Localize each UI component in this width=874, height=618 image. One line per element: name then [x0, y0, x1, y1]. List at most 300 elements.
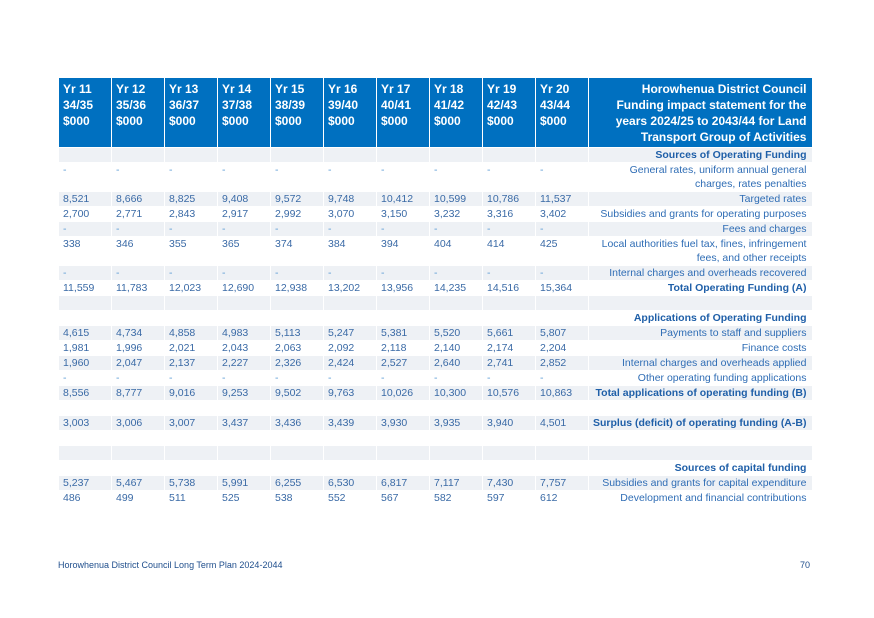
value-cell	[483, 296, 536, 311]
value-cell: 3,003	[59, 416, 112, 431]
value-cell	[536, 431, 589, 446]
value-cell: -	[536, 266, 589, 281]
year-header-yr: Yr 17	[381, 82, 411, 96]
table-row	[59, 446, 813, 461]
value-cell: -	[536, 163, 589, 192]
value-cell: 404	[430, 237, 483, 266]
value-cell: -	[377, 222, 430, 237]
statement-title-line: Horowhenua District Council	[641, 82, 807, 96]
value-cell: 4,858	[165, 326, 218, 341]
value-cell: -	[430, 222, 483, 237]
year-column-header	[271, 78, 324, 148]
value-cell	[324, 311, 377, 326]
value-cell	[218, 148, 271, 163]
row-label: Sources of capital funding	[589, 461, 813, 476]
value-cell: 597	[483, 491, 536, 506]
value-cell	[324, 461, 377, 476]
value-cell	[165, 296, 218, 311]
value-cell: 11,537	[536, 192, 589, 207]
value-cell: 4,615	[59, 326, 112, 341]
value-cell	[483, 446, 536, 461]
year-header-yr: Yr 15	[275, 82, 305, 96]
value-cell: 2,118	[377, 341, 430, 356]
value-cell: 499	[112, 491, 165, 506]
value-cell: 3,316	[483, 207, 536, 222]
row-label: Total Operating Funding (A)	[589, 281, 813, 296]
value-cell: 346	[112, 237, 165, 266]
value-cell: 9,748	[324, 192, 377, 207]
footer-document-title: Horowhenua District Council Long Term Plan 2024-2044	[58, 560, 283, 570]
value-cell: -	[324, 266, 377, 281]
value-cell: -	[271, 371, 324, 386]
value-cell	[271, 311, 324, 326]
row-label: Development and financial contributions	[589, 491, 813, 506]
table-row	[59, 192, 813, 207]
value-cell	[112, 401, 165, 416]
row-label: General rates, uniform annual general charges, rates penalties	[589, 163, 813, 192]
table-row	[59, 416, 813, 431]
year-column-header	[324, 78, 377, 148]
value-cell	[483, 461, 536, 476]
value-cell: -	[271, 266, 324, 281]
row-label	[589, 296, 813, 311]
year-header-period: 35/36	[116, 98, 147, 112]
value-cell: 394	[377, 237, 430, 266]
table-row	[59, 163, 813, 192]
value-cell: 9,763	[324, 386, 377, 401]
value-cell: 2,843	[165, 207, 218, 222]
value-cell: 384	[324, 237, 377, 266]
value-cell: 2,771	[112, 207, 165, 222]
value-cell: -	[324, 163, 377, 192]
year-column-header	[218, 78, 271, 148]
value-cell	[430, 148, 483, 163]
value-cell: 374	[271, 237, 324, 266]
value-cell: -	[430, 266, 483, 281]
value-cell: 3,402	[536, 207, 589, 222]
row-label	[589, 431, 813, 446]
value-cell	[483, 148, 536, 163]
year-header-yr: Yr 13	[169, 82, 199, 96]
value-cell: 14,516	[483, 281, 536, 296]
table-row	[59, 341, 813, 356]
value-cell: 567	[377, 491, 430, 506]
value-cell	[324, 148, 377, 163]
value-cell: 7,757	[536, 476, 589, 491]
year-header-unit: $000	[328, 114, 355, 128]
year-column-header	[165, 78, 218, 148]
value-cell: 10,300	[430, 386, 483, 401]
row-label: Payments to staff and suppliers	[589, 326, 813, 341]
value-cell: 425	[536, 237, 589, 266]
value-cell: 10,576	[483, 386, 536, 401]
statement-title-line: years 2024/25 to 2043/44 for Land	[615, 114, 807, 128]
value-cell	[430, 311, 483, 326]
value-cell: 8,777	[112, 386, 165, 401]
value-cell: -	[165, 163, 218, 192]
value-cell	[218, 431, 271, 446]
value-cell: 552	[324, 491, 377, 506]
value-cell: 365	[218, 237, 271, 266]
value-cell	[324, 401, 377, 416]
value-cell: -	[165, 222, 218, 237]
value-cell: 5,467	[112, 476, 165, 491]
value-cell	[112, 431, 165, 446]
value-cell: -	[483, 163, 536, 192]
value-cell	[218, 446, 271, 461]
value-cell: 13,956	[377, 281, 430, 296]
year-header-period: 36/37	[169, 98, 200, 112]
value-cell	[165, 446, 218, 461]
value-cell	[430, 446, 483, 461]
row-label: Local authorities fuel tax, fines, infringement fees, and other receipts	[589, 237, 813, 266]
value-cell	[536, 148, 589, 163]
value-cell: 2,227	[218, 356, 271, 371]
value-cell	[536, 296, 589, 311]
value-cell: 5,520	[430, 326, 483, 341]
row-label: Finance costs	[589, 341, 813, 356]
value-cell	[377, 311, 430, 326]
value-cell: 1,960	[59, 356, 112, 371]
value-cell: 3,940	[483, 416, 536, 431]
value-cell	[483, 401, 536, 416]
year-column-header	[112, 78, 165, 148]
statement-title	[589, 78, 813, 148]
value-cell: 5,381	[377, 326, 430, 341]
value-cell: 11,783	[112, 281, 165, 296]
table-row	[59, 401, 813, 416]
value-cell	[377, 296, 430, 311]
value-cell: 14,235	[430, 281, 483, 296]
value-cell	[59, 446, 112, 461]
value-cell	[218, 296, 271, 311]
value-cell: 338	[59, 237, 112, 266]
value-cell: -	[112, 266, 165, 281]
value-cell: 9,253	[218, 386, 271, 401]
year-header-yr: Yr 19	[487, 82, 517, 96]
row-label: Applications of Operating Funding	[589, 311, 813, 326]
year-column-header	[430, 78, 483, 148]
value-cell: 2,992	[271, 207, 324, 222]
year-header-period: 42/43	[487, 98, 518, 112]
value-cell: 2,424	[324, 356, 377, 371]
value-cell	[218, 461, 271, 476]
table-row	[59, 371, 813, 386]
value-cell: -	[377, 163, 430, 192]
value-cell: 538	[271, 491, 324, 506]
value-cell	[218, 401, 271, 416]
value-cell: 486	[59, 491, 112, 506]
value-cell	[165, 431, 218, 446]
value-cell	[271, 401, 324, 416]
value-cell: 5,738	[165, 476, 218, 491]
statement-title-line: Funding impact statement for the	[616, 98, 807, 112]
value-cell	[112, 446, 165, 461]
value-cell: 355	[165, 237, 218, 266]
value-cell: 5,247	[324, 326, 377, 341]
value-cell: 2,700	[59, 207, 112, 222]
value-cell: 4,734	[112, 326, 165, 341]
value-cell	[483, 431, 536, 446]
value-cell: 5,113	[271, 326, 324, 341]
table-row	[59, 326, 813, 341]
value-cell: 582	[430, 491, 483, 506]
value-cell: 7,117	[430, 476, 483, 491]
table-row	[59, 148, 813, 163]
value-cell: -	[218, 222, 271, 237]
value-cell	[165, 311, 218, 326]
value-cell: 2,137	[165, 356, 218, 371]
table-row	[59, 431, 813, 446]
year-header-unit: $000	[63, 114, 90, 128]
value-cell: 2,174	[483, 341, 536, 356]
value-cell: 2,047	[112, 356, 165, 371]
value-cell: 10,599	[430, 192, 483, 207]
value-cell: 3,935	[430, 416, 483, 431]
value-cell: -	[377, 371, 430, 386]
value-cell	[112, 461, 165, 476]
value-cell	[271, 148, 324, 163]
value-cell: 2,043	[218, 341, 271, 356]
year-header-period: 34/35	[63, 98, 94, 112]
value-cell: -	[59, 163, 112, 192]
value-cell: 8,521	[59, 192, 112, 207]
table-row	[59, 386, 813, 401]
table-body	[59, 148, 813, 506]
value-cell: 2,063	[271, 341, 324, 356]
value-cell: 7,430	[483, 476, 536, 491]
value-cell: 10,863	[536, 386, 589, 401]
year-header-period: 40/41	[381, 98, 412, 112]
funding-impact-table	[58, 77, 813, 506]
value-cell: 1,996	[112, 341, 165, 356]
value-cell: -	[59, 222, 112, 237]
value-cell: -	[483, 371, 536, 386]
value-cell: -	[218, 371, 271, 386]
value-cell: 6,530	[324, 476, 377, 491]
year-header-yr: Yr 16	[328, 82, 358, 96]
value-cell: 8,825	[165, 192, 218, 207]
table-row	[59, 491, 813, 506]
row-label: Targeted rates	[589, 192, 813, 207]
value-cell: -	[218, 163, 271, 192]
value-cell: 11,559	[59, 281, 112, 296]
value-cell: 3,437	[218, 416, 271, 431]
row-label: Internal charges and overheads recovered	[589, 266, 813, 281]
year-header-period: 43/44	[540, 98, 571, 112]
value-cell: 2,640	[430, 356, 483, 371]
table-row	[59, 461, 813, 476]
value-cell	[271, 446, 324, 461]
value-cell	[59, 148, 112, 163]
value-cell: -	[59, 371, 112, 386]
value-cell	[324, 446, 377, 461]
value-cell: 12,023	[165, 281, 218, 296]
year-column-header	[59, 78, 112, 148]
value-cell	[165, 148, 218, 163]
year-header-period: 41/42	[434, 98, 465, 112]
value-cell: 4,501	[536, 416, 589, 431]
year-header-yr: Yr 20	[540, 82, 570, 96]
value-cell	[536, 446, 589, 461]
header-row	[59, 78, 813, 148]
row-label	[589, 401, 813, 416]
year-header-unit: $000	[381, 114, 408, 128]
value-cell	[324, 296, 377, 311]
row-label: Surplus (deficit) of operating funding (A-B)	[589, 416, 813, 431]
value-cell	[430, 401, 483, 416]
value-cell	[483, 311, 536, 326]
value-cell: -	[430, 163, 483, 192]
value-cell: 2,326	[271, 356, 324, 371]
value-cell	[377, 148, 430, 163]
value-cell: 414	[483, 237, 536, 266]
value-cell	[430, 431, 483, 446]
value-cell	[112, 148, 165, 163]
value-cell: 2,092	[324, 341, 377, 356]
year-column-header	[536, 78, 589, 148]
value-cell: -	[112, 163, 165, 192]
value-cell	[377, 461, 430, 476]
value-cell	[112, 311, 165, 326]
value-cell: -	[324, 371, 377, 386]
table-row	[59, 266, 813, 281]
year-column-header	[483, 78, 536, 148]
table-row	[59, 281, 813, 296]
value-cell: 3,070	[324, 207, 377, 222]
value-cell: -	[483, 266, 536, 281]
value-cell: -	[536, 371, 589, 386]
value-cell: 15,364	[536, 281, 589, 296]
value-cell: -	[324, 222, 377, 237]
row-label: Internal charges and overheads applied	[589, 356, 813, 371]
value-cell: 8,556	[59, 386, 112, 401]
value-cell: 3,007	[165, 416, 218, 431]
value-cell	[536, 461, 589, 476]
value-cell	[59, 461, 112, 476]
year-header-unit: $000	[222, 114, 249, 128]
value-cell	[271, 431, 324, 446]
row-label: Total applications of operating funding (B)	[589, 386, 813, 401]
row-label: Subsidies and grants for capital expenditure	[589, 476, 813, 491]
table-row	[59, 222, 813, 237]
value-cell: 12,690	[218, 281, 271, 296]
value-cell	[59, 311, 112, 326]
value-cell: 9,572	[271, 192, 324, 207]
row-label: Fees and charges	[589, 222, 813, 237]
value-cell: 2,527	[377, 356, 430, 371]
value-cell: -	[377, 266, 430, 281]
value-cell: 3,232	[430, 207, 483, 222]
value-cell: -	[430, 371, 483, 386]
value-cell: 2,140	[430, 341, 483, 356]
year-header-yr: Yr 11	[63, 82, 92, 96]
value-cell: -	[483, 222, 536, 237]
value-cell: 5,661	[483, 326, 536, 341]
value-cell: 3,439	[324, 416, 377, 431]
value-cell: -	[536, 222, 589, 237]
value-cell: 6,817	[377, 476, 430, 491]
table-row	[59, 296, 813, 311]
year-header-period: 39/40	[328, 98, 359, 112]
value-cell: -	[271, 222, 324, 237]
value-cell: -	[112, 222, 165, 237]
value-cell: 10,026	[377, 386, 430, 401]
year-header-unit: $000	[275, 114, 302, 128]
year-header-unit: $000	[169, 114, 196, 128]
year-header-unit: $000	[540, 114, 567, 128]
value-cell	[324, 431, 377, 446]
table-row	[59, 476, 813, 491]
value-cell	[59, 296, 112, 311]
value-cell: 2,021	[165, 341, 218, 356]
value-cell: 525	[218, 491, 271, 506]
value-cell	[377, 446, 430, 461]
value-cell	[430, 296, 483, 311]
table-row	[59, 237, 813, 266]
value-cell	[59, 401, 112, 416]
value-cell: -	[271, 163, 324, 192]
value-cell	[59, 431, 112, 446]
value-cell	[377, 401, 430, 416]
value-cell: 3,150	[377, 207, 430, 222]
value-cell: 1,981	[59, 341, 112, 356]
value-cell: -	[218, 266, 271, 281]
value-cell: -	[112, 371, 165, 386]
value-cell: 5,991	[218, 476, 271, 491]
value-cell: 10,412	[377, 192, 430, 207]
table-row	[59, 311, 813, 326]
row-label	[589, 446, 813, 461]
year-header-unit: $000	[116, 114, 143, 128]
row-label: Subsidies and grants for operating purposes	[589, 207, 813, 222]
value-cell: 5,237	[59, 476, 112, 491]
value-cell: 8,666	[112, 192, 165, 207]
value-cell: 4,983	[218, 326, 271, 341]
year-column-header	[377, 78, 430, 148]
value-cell: 6,255	[271, 476, 324, 491]
value-cell	[165, 461, 218, 476]
value-cell: 9,016	[165, 386, 218, 401]
year-header-yr: Yr 12	[116, 82, 146, 96]
year-header-period: 38/39	[275, 98, 306, 112]
value-cell: 2,917	[218, 207, 271, 222]
value-cell: 2,204	[536, 341, 589, 356]
value-cell: 13,202	[324, 281, 377, 296]
value-cell: 5,807	[536, 326, 589, 341]
statement-title-line: Transport Group of Activities	[640, 130, 807, 144]
footer-page-number: 70	[800, 560, 811, 570]
value-cell: -	[59, 266, 112, 281]
value-cell: 3,006	[112, 416, 165, 431]
value-cell: -	[165, 371, 218, 386]
value-cell: 3,436	[271, 416, 324, 431]
year-header-yr: Yr 14	[222, 82, 252, 96]
year-header-unit: $000	[434, 114, 461, 128]
year-header-period: 37/38	[222, 98, 253, 112]
value-cell: -	[165, 266, 218, 281]
value-cell: 2,852	[536, 356, 589, 371]
value-cell: 511	[165, 491, 218, 506]
table-header	[59, 78, 813, 148]
value-cell: 12,938	[271, 281, 324, 296]
value-cell: 10,786	[483, 192, 536, 207]
value-cell: 9,408	[218, 192, 271, 207]
row-label: Sources of Operating Funding	[589, 148, 813, 163]
value-cell	[218, 311, 271, 326]
value-cell	[377, 431, 430, 446]
value-cell	[536, 311, 589, 326]
